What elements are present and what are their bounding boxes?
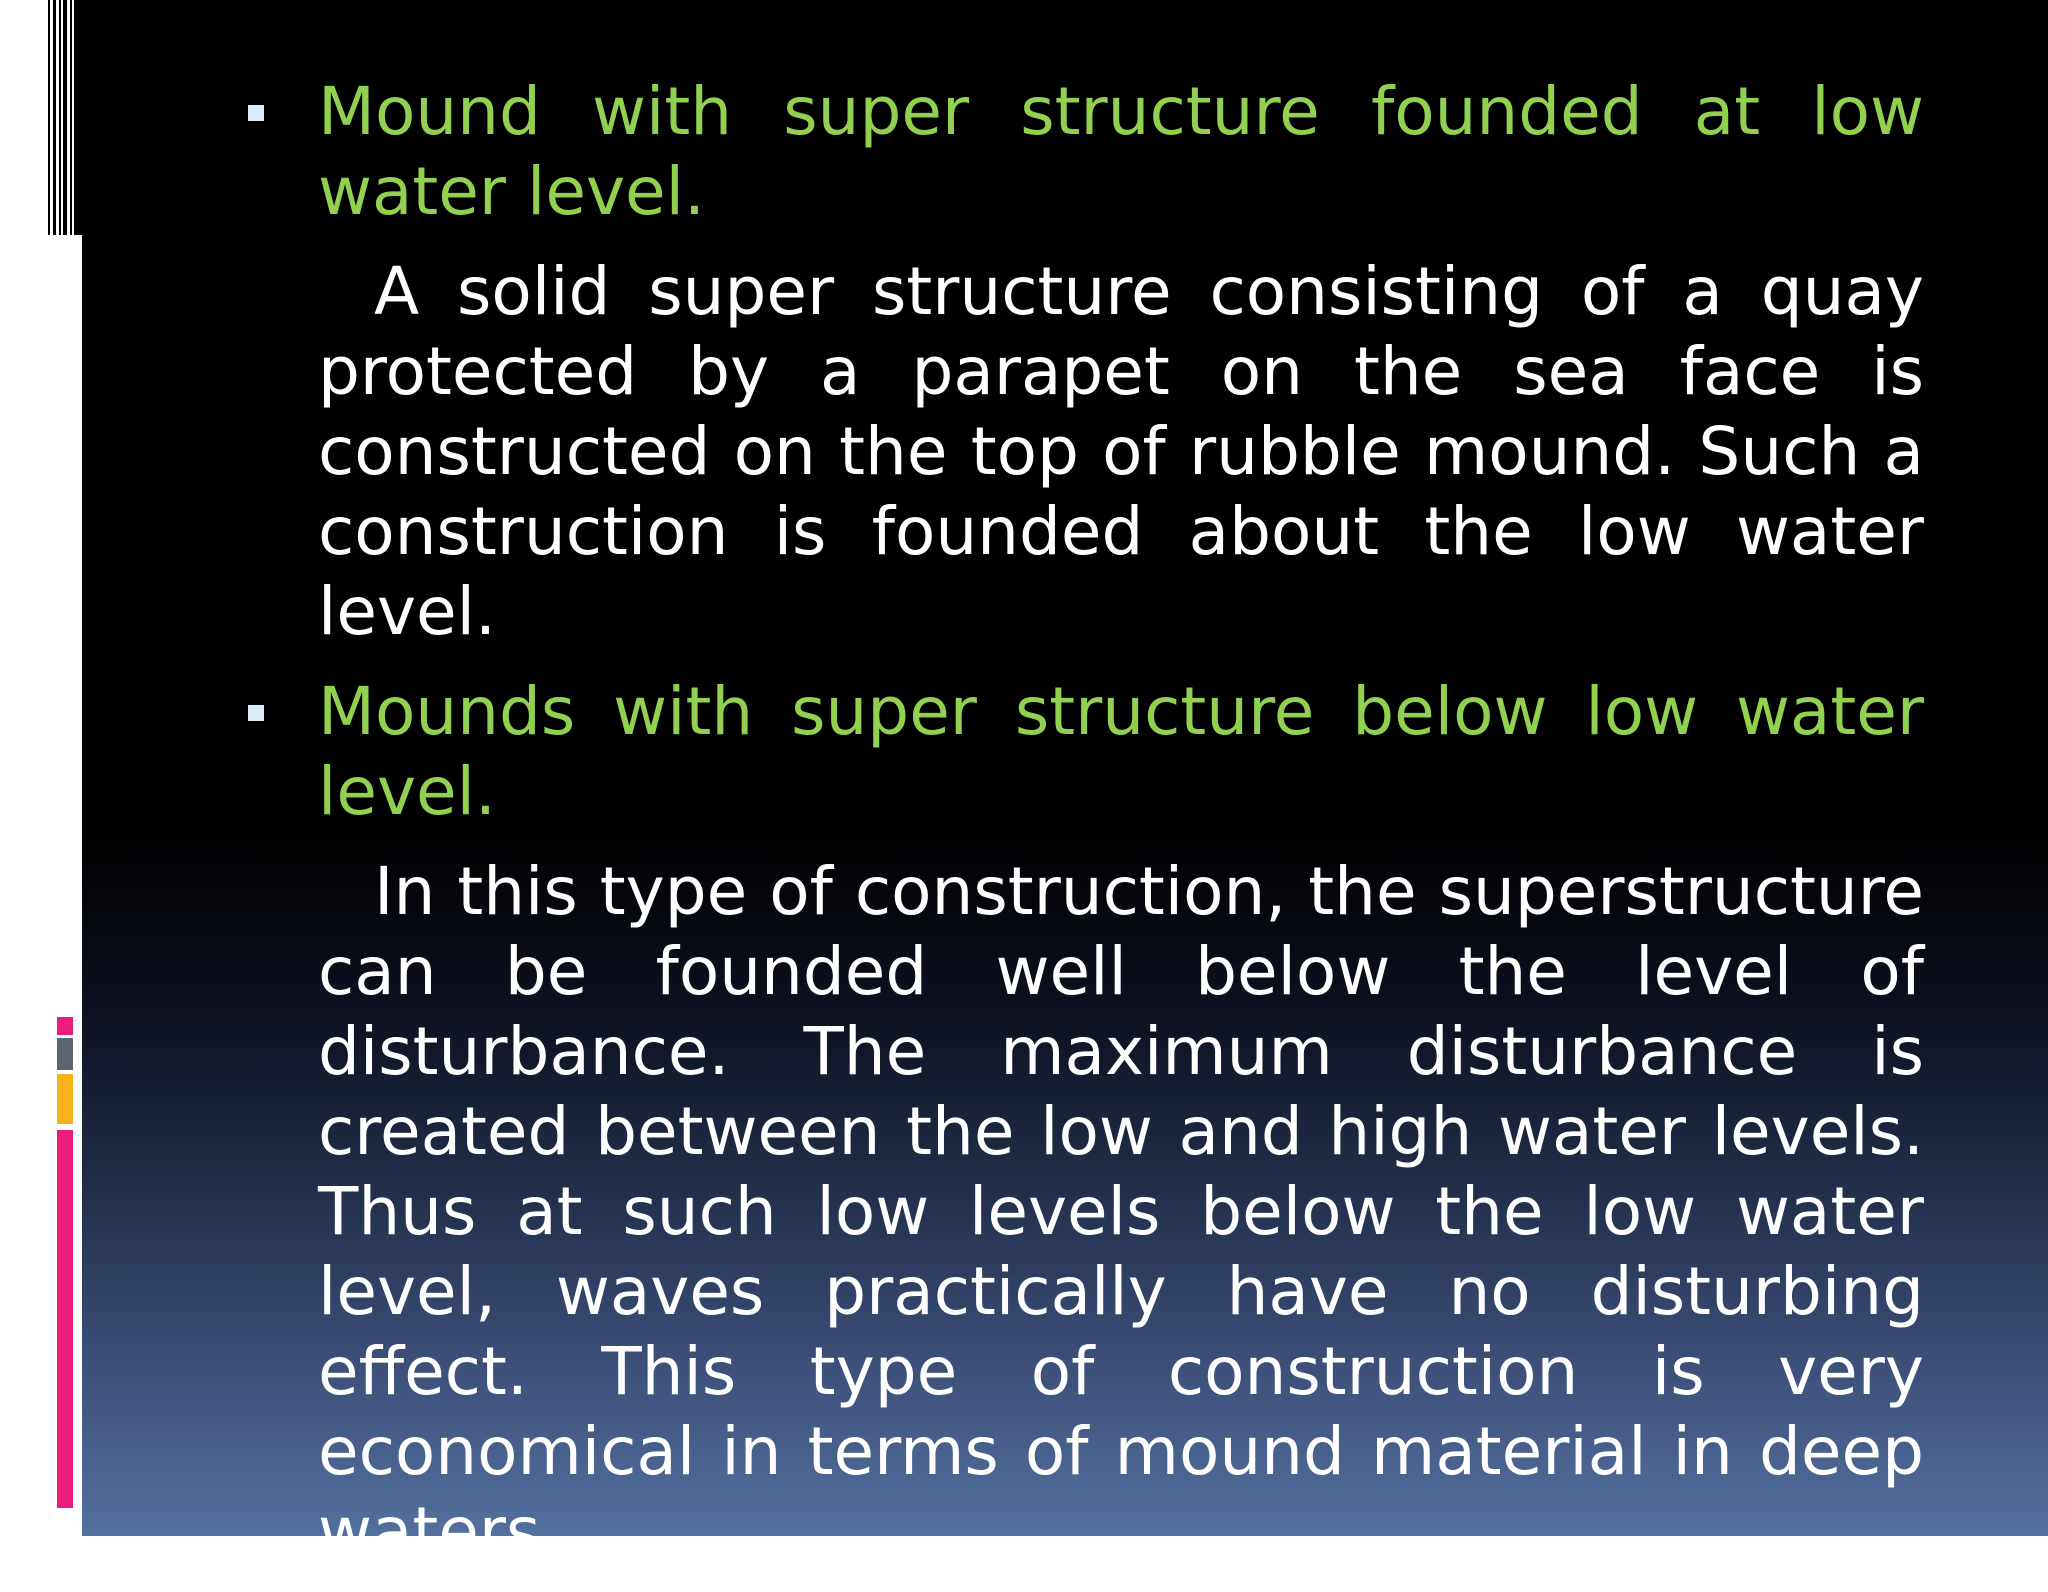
barcode-decoration [48,0,82,235]
accent-bar-orange [57,1074,73,1124]
body-paragraph-1: A solid super structure consisting of a quay protected by a parapet on the sea face is constructed on the top of rubble mound. Such a construction is founded about the low water level. [318,253,1924,650]
bullet-heading-1: Mound with super structure founded at low water level. [318,73,1924,230]
accent-bar-pink-top [57,1017,73,1035]
slide-content [318,72,1924,1592]
body-paragraph-2: In this type of construction, the superstructure can be founded well below the level of disturbance. The maximum disturbance is created between the low and high water levels. Thus at such low levels below the low water level, waves practically have no disturbing effect. This type of construction is very economical in terms of mound material in deep waters. [318,853,1924,1570]
left-decoration-strip [0,0,82,1536]
accent-bar-pink [57,1130,73,1508]
bullet-heading-2: Mounds with super structure below low water level. [318,673,1924,830]
accent-bar-gray [57,1038,73,1070]
